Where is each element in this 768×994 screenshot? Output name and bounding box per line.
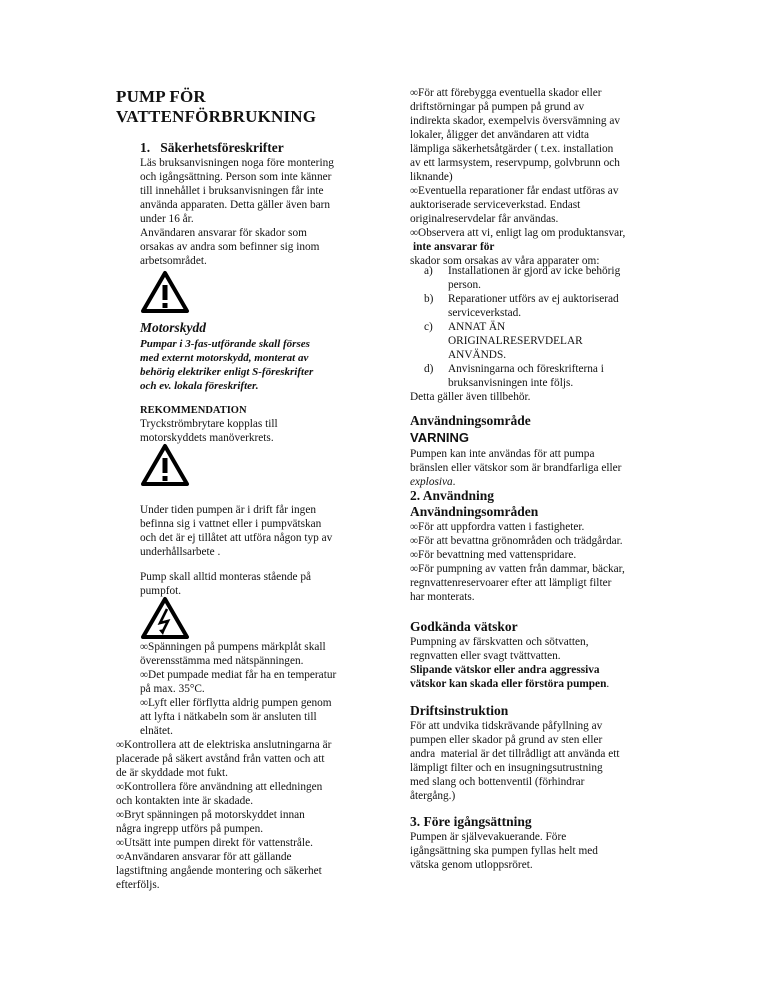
section-3-heading: 3. Före igångsättning bbox=[410, 814, 532, 829]
title-line-2: VATTENFÖRBRUKNING bbox=[116, 107, 317, 126]
not-responsible-text: inte ansvarar för bbox=[413, 241, 495, 253]
section-1-heading: 1. Säkerhetsföreskrifter bbox=[140, 140, 284, 155]
usage-areas-heading: Användningsområden bbox=[410, 504, 539, 519]
operation-warning-text: Under tiden pumpen är i drift får ingen befinna sig i vattnet eller i pumpvätskan och det är ej tillåtet att utföra någon typ av underhållsarbete . bbox=[140, 504, 333, 558]
list-item: b) Reparationer utförs av ej auktoriserad serviceverkstad. bbox=[424, 293, 619, 319]
usage-areas-list: ∞För att uppfordra vatten i fastigheter. ∞För att bevattna grönområden och trädgårdar. ∞För bevattning med vattenspridare. ∞För pumpning av vatten från dammar, bäckar, regnvattenreservoarer efter att lämpligt filter har monterats. bbox=[410, 521, 625, 603]
electrical-hazard-icon bbox=[140, 596, 190, 640]
recommendation-heading: REKOMMENDATION bbox=[140, 405, 247, 416]
list-item: c) ANNAT ÄN ORIGINALRESERVDELAR ANVÄNDS. bbox=[424, 321, 583, 361]
responsibility-bullets: ∞För att förebygga eventuella skador eller driftstörningar på pumpen på grund av indirekta skador, exempelvis översvämning av lokaler, åligger det användaren att vidta lämpliga säkerhetsåtgärder ( t.ex. installation av ett larmsystem, reservpump, golvbrunn och liknande) ∞Eventuella reparationer får endast utföras av auktoriserade serviceverkstad. Endast originalreservdelar får användas. ∞Observera att vi, enligt lag om produktansvar, inte ansvarar för skador som orsakas av våra apparater om: bbox=[410, 87, 626, 267]
list-item: a) Installationen är gjord av icke behörig person. bbox=[424, 265, 621, 291]
warning-triangle-icon bbox=[140, 443, 190, 487]
section-2-heading: 2. Användning bbox=[410, 488, 495, 503]
operating-instructions-heading: Driftsinstruktion bbox=[410, 703, 509, 718]
list-item: d) Anvisningarna och föreskrifterna i bruksanvisningen inte följs. bbox=[424, 363, 604, 389]
motorskydd-heading: Motorskydd bbox=[140, 320, 207, 335]
conditions-list bbox=[410, 264, 670, 390]
mounting-text: Pump skall alltid monteras stående på pumpfot. bbox=[140, 571, 311, 597]
safety-bullet-list: ∞Kontrollera att de elektriska anslutningarna är placerade på säkert avstånd från vatten och att de är skyddade mot fukt. ∞Kontrollera före användning att elledningen och kontakten inte är skadade. ∞Bryt spänningen på motorskyddet innan några ingrepp utförs på pumpen. ∞Utsätt inte pumpen direkt för vattenstråle. ∞Användaren ansvarar för att gällande lagstiftning angående montering och säkerhet efterföljs. bbox=[116, 739, 332, 891]
electrical-safety-items: ∞Spänningen på pumpens märkplåt skall överensstämma med nätspänningen. ∞Det pumpade mediat får ha en temperatur på max. 35°C. ∞Lyft eller förflytta aldrig pumpen genom att lyfta i nätkabeln som är ansluten till elnätet. bbox=[140, 641, 337, 737]
section-1-paragraph: Läs bruksanvisningen noga före montering och igångsättning. Person som inte känner till innehållet i bruksanvisningen får inte använda apparaten. Detta gäller även barn under 16 år. Användaren ansvarar för skador som orsakas av andra som befinner sig inom arbetsområdet. bbox=[140, 157, 334, 267]
accessories-note: Detta gäller även tillbehör. bbox=[410, 391, 531, 403]
approved-fluids-heading: Godkända vätskor bbox=[410, 619, 518, 634]
warning-heading: VARNING bbox=[410, 430, 469, 445]
warning-triangle-icon bbox=[140, 270, 190, 314]
section-3-text: Pumpen är självevakuerande. Före igångsättning ska pumpen fyllas helt med vätska genom utloppsröret. bbox=[410, 831, 598, 871]
recommendation-text: Tryckströmbrytare kopplas till motorskyddets manöverkrets. bbox=[140, 418, 278, 444]
warning-text: Pumpen kan inte användas för att pumpa bränslen eller vätskor som är brandfarliga eller explosiva. bbox=[410, 448, 622, 488]
usage-area-heading: Användningsområde bbox=[410, 413, 531, 428]
approved-fluids-text: Pumpning av färskvatten och sötvatten, regnvatten eller svagt tvättvatten. Slipande vätskor eller andra aggressiva vätskor kan skada eller förstöra pumpen. bbox=[410, 636, 610, 690]
title-line-1: PUMP FÖR bbox=[116, 87, 206, 106]
operating-instructions-text: För att undvika tidskrävande påfyllning av pumpen eller skador på grund av sten eller andra material är det tillrådligt att använda ett lämpligt filter och en insugningsutrustning med slang och bottenventil (förhindrar återgång.) bbox=[410, 720, 620, 802]
motorskydd-text: Pumpar i 3-fas-utförande skall förses med externt motorskydd, monterat av behörig elektriker enligt S-föreskrifter och ev. lokala föreskrifter. bbox=[140, 338, 314, 392]
